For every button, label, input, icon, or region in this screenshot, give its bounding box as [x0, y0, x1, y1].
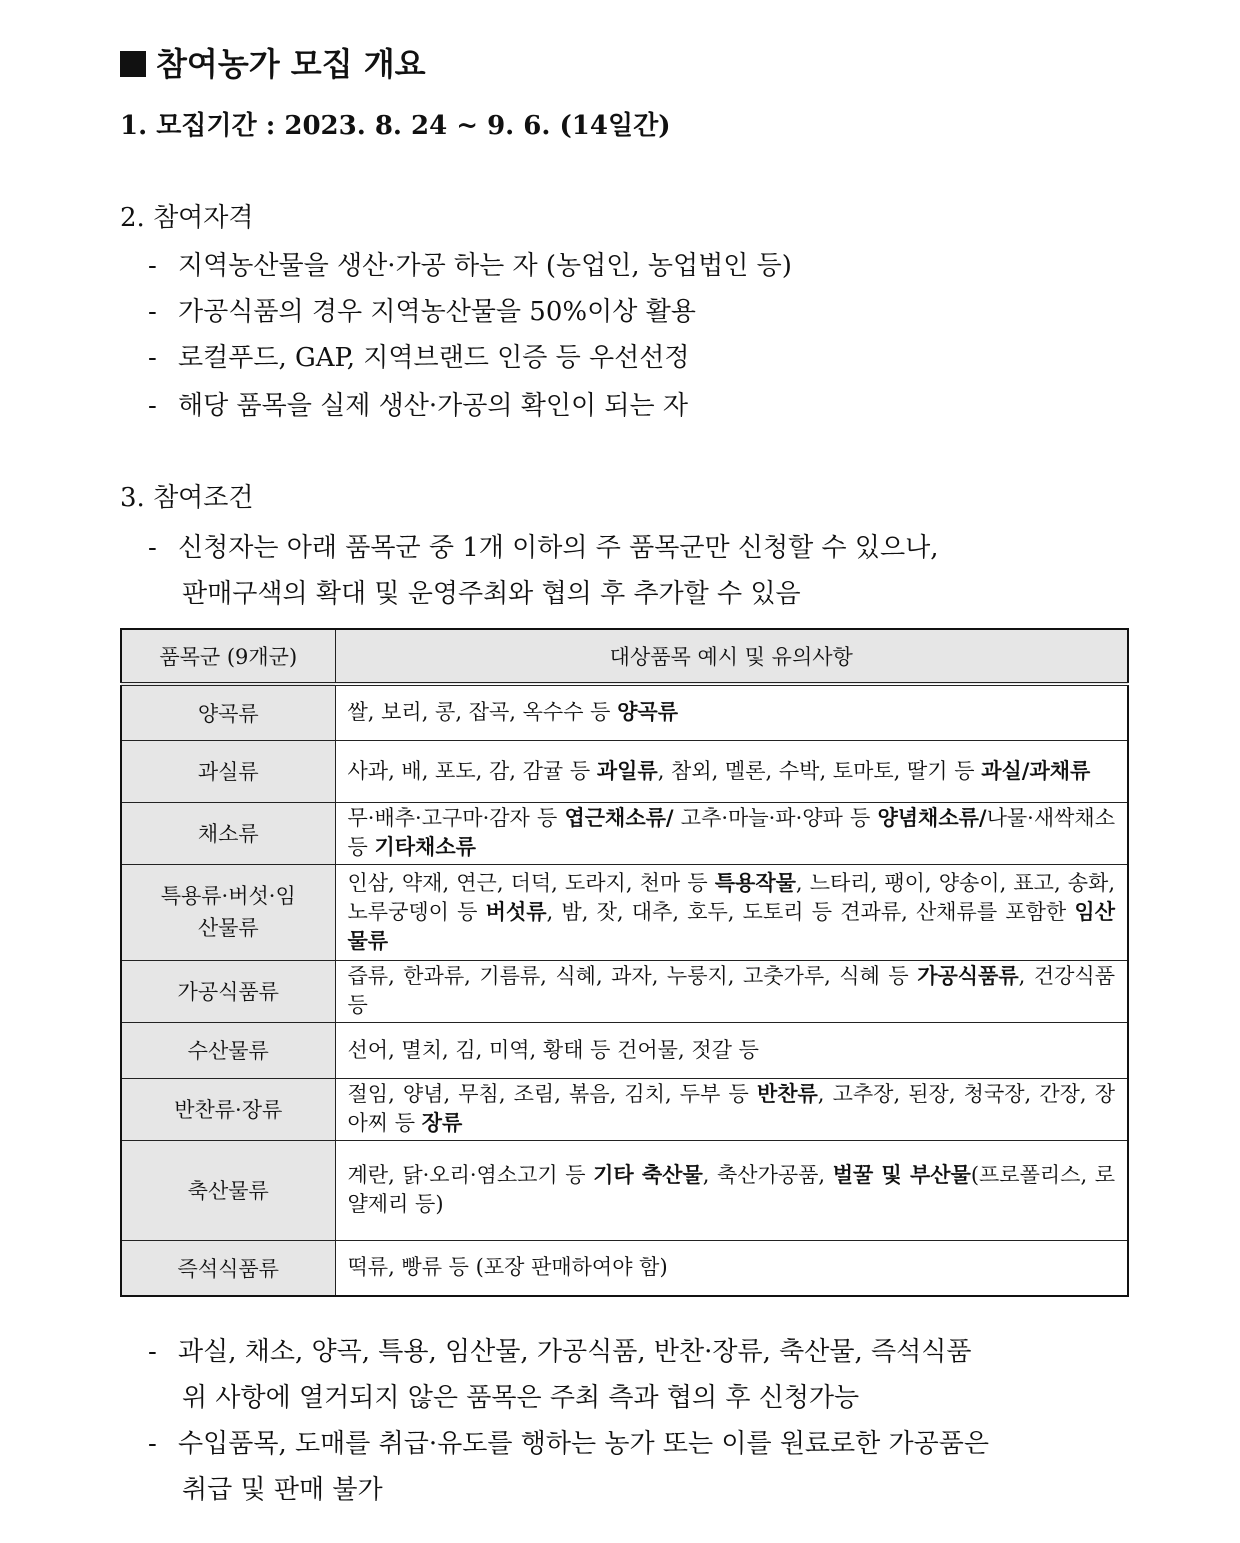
dash-marker: - [148, 1337, 157, 1367]
product-group-cell [121, 684, 335, 740]
table-header-row [121, 629, 1128, 684]
table-row [121, 1078, 1128, 1140]
product-group-cell [121, 1240, 335, 1296]
product-group-cell [121, 740, 335, 802]
highlighted-term: 가공식품류 [917, 964, 1019, 988]
product-group-name: 양곡류 [197, 701, 259, 726]
product-group-cell [121, 1078, 335, 1140]
highlighted-term: 기타 축산물 [593, 1163, 703, 1187]
product-group-cell [121, 1140, 335, 1240]
description-text: , 느타리, 팽이, 양송이, 표고, 송화, 노루궁뎅이 등 [347, 870, 1116, 924]
highlighted-term: 벌꿀 및 부산물 [832, 1163, 971, 1187]
product-group-cell [121, 864, 335, 960]
table-row [121, 960, 1128, 1022]
dash-marker: - [148, 533, 157, 563]
dash-marker: - [148, 343, 157, 373]
qualification-text: 지역농산물을 생산·가공 하는 자 (농업인, 농업법인 등) [178, 251, 792, 281]
description-text: , 건강식품 등 [347, 964, 1115, 1017]
product-group-table [120, 628, 1129, 1297]
product-group-name: 특용류·버섯·임산물류 [160, 884, 296, 940]
qualification-item [148, 340, 689, 376]
product-example-cell [335, 802, 1128, 864]
product-group-cell [121, 1022, 335, 1078]
dash-marker: - [148, 251, 157, 281]
qualification-text: 로컬푸드, GAP, 지역브랜드 인증 등 우선선정 [178, 343, 690, 373]
description-text: , 고추장, 된장, 청국장, 간장, 장아찌 등 [347, 1082, 1115, 1135]
description-text: 고추·마늘·파·양파 등 [673, 806, 878, 830]
product-group-name: 반찬류·장류 [174, 1098, 283, 1122]
description-text: , 축산가공품, [702, 1163, 833, 1187]
product-group-cell [121, 802, 335, 864]
qualification-text: 해당 품목을 실제 생산·가공의 확인이 되는 자 [178, 391, 688, 421]
product-example-cell [335, 1240, 1128, 1296]
description-text: 선어, 멸치, 김, 미역, 황태 등 건어물, 젓갈 등 [347, 1037, 759, 1062]
highlighted-term: 장류 [421, 1111, 463, 1135]
description-text: 인삼, 약재, 연근, 더덕, 도라지, 천마 등 [347, 870, 715, 895]
note-continuation: 취급 및 판매 불가 [182, 1475, 383, 1505]
product-example-cell [335, 864, 1128, 960]
product-example-cell [335, 1022, 1128, 1078]
section-2-heading: 2. 참여자격 [120, 203, 254, 233]
highlighted-term: 과실/과채류 [981, 758, 1091, 783]
qualification-item [148, 294, 696, 330]
description-text: 쌀, 보리, 콩, 잡곡, 옥수수 등 [347, 700, 618, 725]
square-bullet-icon [120, 51, 146, 77]
product-group-cell [121, 960, 335, 1022]
product-example-cell [335, 1078, 1128, 1140]
product-group-name: 채소류 [197, 822, 259, 846]
document-title [120, 42, 426, 86]
description-text: 떡류, 빵류 등 (포장 판매하여야 함) [347, 1255, 668, 1280]
description-text: 절임, 양념, 무침, 조림, 볶음, 김치, 두부 등 [347, 1082, 757, 1106]
product-group-name: 가공식품류 [177, 980, 279, 1004]
table-row [121, 1140, 1128, 1240]
table-row [121, 1240, 1128, 1296]
dash-marker: - [148, 391, 157, 421]
note-text: 수입품목, 도매를 취급·유도를 행하는 농가 또는 이를 원료로한 가공품은 [178, 1429, 990, 1459]
highlighted-term: 버섯류 [485, 899, 547, 924]
section-3-heading: 3. 참여조건 [120, 483, 254, 513]
qualification-item [148, 388, 688, 424]
table-row [121, 864, 1128, 960]
product-example-cell [335, 684, 1128, 740]
condition-item [148, 530, 938, 566]
product-group-name: 과실류 [197, 760, 259, 784]
dash-marker: - [148, 1429, 157, 1459]
description-text: , 밤, 잣, 대추, 호두, 도토리 등 견과류, 산채류를 포함한 [546, 899, 1075, 924]
highlighted-term: 과일류 [596, 758, 658, 783]
description-text: 무·배추·고구마·감자 등 [347, 806, 565, 830]
table-row [121, 802, 1128, 864]
title-text: 참여농가 모집 개요 [156, 45, 426, 83]
section-1-heading: 1. 모집기간 : 2023. 8. 24 ~ 9. 6. (14일간) [120, 111, 671, 141]
table-row [121, 1022, 1128, 1078]
highlighted-term: 양곡류 [617, 700, 678, 725]
product-example-cell [335, 1140, 1128, 1240]
product-group-name: 수산물류 [187, 1039, 269, 1063]
column-header-description: 대상품목 예시 및 유의사항 [335, 629, 1128, 684]
condition-continuation: 판매구색의 확대 및 운영주최와 협의 후 추가할 수 있음 [182, 579, 801, 609]
note-text: 과실, 채소, 양곡, 특용, 임산물, 가공식품, 반찬·장류, 축산물, 즉석식품 [178, 1337, 972, 1367]
table-row [121, 740, 1128, 802]
product-example-cell [335, 960, 1128, 1022]
qualification-text: 가공식품의 경우 지역농산물을 50%이상 활용 [178, 297, 696, 327]
description-text: 계란, 닭·오리·염소고기 등 [347, 1163, 594, 1187]
product-group-name: 즉석식품류 [177, 1256, 279, 1281]
qualification-item [148, 248, 792, 284]
highlighted-term: 반찬류 [756, 1082, 818, 1106]
highlighted-term: 양념채소류/ [877, 806, 987, 830]
product-group-name: 축산물류 [187, 1179, 269, 1203]
description-text: 나물·새싹채소 등 [347, 806, 1115, 859]
description-text: 즙류, 한과류, 기름류, 식혜, 과자, 누룽지, 고춧가루, 식혜 등 [347, 964, 918, 988]
highlighted-term: 임산물류 [347, 899, 1115, 953]
column-header-category: 품목군 (9개군) [121, 629, 335, 684]
note-item [148, 1334, 972, 1370]
condition-text: 신청자는 아래 품목군 중 1개 이하의 주 품목군만 신청할 수 있으나, [178, 533, 939, 563]
table-row [121, 684, 1128, 740]
description-text: 사과, 배, 포도, 감, 감귤 등 [347, 758, 597, 783]
dash-marker: - [148, 297, 157, 327]
note-item [148, 1426, 989, 1462]
product-example-cell [335, 740, 1128, 802]
description-text: (프로폴리스, 로얄제리 등) [347, 1163, 1115, 1216]
note-continuation: 위 사항에 열거되지 않은 품목은 주최 측과 협의 후 신청가능 [182, 1383, 860, 1413]
description-text: , 참외, 멜론, 수박, 토마토, 딸기 등 [657, 758, 982, 783]
highlighted-term: 기타채소류 [374, 835, 476, 859]
highlighted-term: 엽근채소류/ [564, 806, 674, 830]
highlighted-term: 특용작물 [714, 870, 796, 895]
